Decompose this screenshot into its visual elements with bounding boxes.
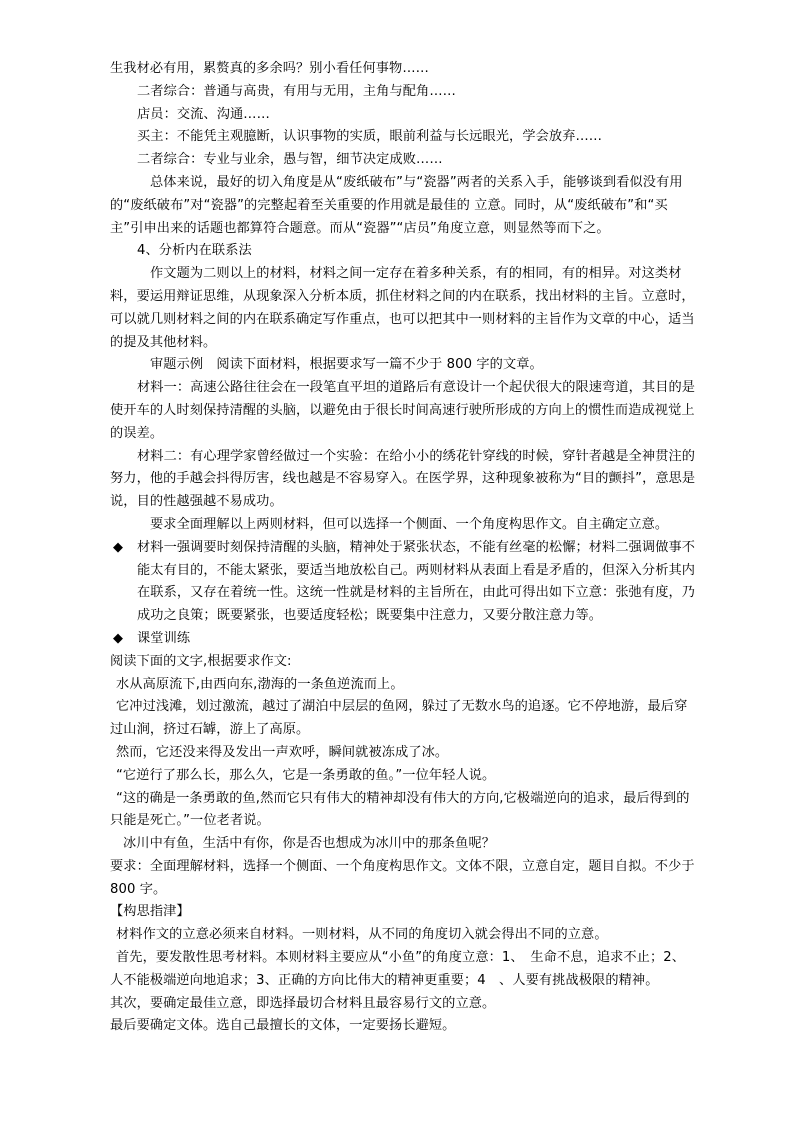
paragraph: 二者综合：普通与高贵，有用与无用，主角与配角…… — [137, 83, 456, 99]
bullet-paragraph — [110, 537, 696, 628]
bullet-text: 材料一强调要时刻保持清醒的头脑，精神处于紧张状态，不能有丝毫的松懈；材料二强调做事不能太有目的，不能太紧张，要适当地放松自己。两则材料从表面上看是矛盾的，但深入分析其内在联系，又存在着统一性。这统一性就是材料的主旨所在，由此可得出如下立意：张弛有度，乃成功之良策；既要紧张，也要适度轻松；既要集中注意力，又要分散注意力等。 — [137, 539, 696, 624]
bullet-heading — [110, 628, 696, 651]
paragraph: 首先，要发散性思考材料。本则材料主要应从“小鱼”的角度立意：1、 生命不息，追求不止；2、 人不能极端逆向地追求；3、正确的方向比伟大的精神更重要；4 、人要有挑战极限的精神。 — [110, 950, 692, 988]
paragraph: “它逆行了那么长，那么久，它是一条勇敢的鱼。”一位年轻人说。 — [116, 767, 496, 783]
paragraph: 作文题为二则以上的材料，材料之间一定存在着多种关系，有的相同，有的相异。对这类材料，要运用辩证思维，从现象深入分析本质，抓住材料之间的内在联系，找出材料的主旨。立意时，可以就几则材料之间的内在联系确定写作重点，也可以把其中一则材料的主旨作为文章的中心，适当的提及其他材料。 — [110, 266, 695, 350]
paragraph: 二者综合：专业与业余，愚与智，细节决定成败…… — [137, 152, 443, 168]
bullet-text: 课堂训练 — [137, 630, 191, 646]
paragraph: “这的确是一条勇敢的鱼,然而它只有伟大的精神却没有伟大的方向,它极端逆向的追求，最后得到的只能是死亡。”一位老者说。 — [110, 790, 690, 829]
paragraph: 店员：交流、沟通…… — [137, 106, 270, 122]
paragraph: 要求全面理解以上两则材料，但可以选择一个侧面、一个角度构思作文。自主确定立意。 — [150, 516, 669, 532]
paragraph: 冰川中有鱼，生活中有你，你是否也想成为冰川中的那条鱼呢？ — [123, 836, 496, 852]
paragraph: 要求：全面理解材料，选择一个侧面、一个角度构思作文。文体不限，立意自定，题目自拟。不少于 800 字。 — [110, 858, 695, 897]
paragraph: 水从高原流下,由西向东,渤海的一条鱼逆流而上。 — [116, 676, 404, 692]
paragraph: 买主：不能凭主观臆断，认识事物的实质，眼前利益与长远眼光，学会放弃…… — [137, 129, 603, 145]
document-page — [110, 58, 696, 1038]
paragraph: 材料二：有心理学家曾经做过一个实验：在给小小的绣花针穿线的时候，穿针者越是全神贯注的努力，他的手越会抖得厉害，线也越是不容易穿入。在医学界，这种现象被称为“目的颤抖”，意思是说，目的性越强越不易成功。 — [110, 448, 696, 510]
section-heading: 4、分析内在联系法 — [137, 243, 252, 259]
paragraph: 最后要确定文体。选自己最擅长的文体，一定要扬长避短。 — [110, 1018, 456, 1034]
section-heading: 【构思指津】 — [110, 904, 190, 920]
paragraph: 材料一：高速公路往往会在一段笔直平坦的道路后有意设计一个起伏很大的限速弯道，其目的是使开车的人时刻保持清醒的头脑，以避免由于很长时间高速行驶所形成的方向上的惯性而造成视觉上的误差。 — [110, 380, 696, 441]
paragraph: 阅读下面的文字,根据要求作文: — [110, 653, 292, 669]
example-heading: 审题示例 阅读下面材料，根据要求写一篇不少于 800 字的文章。 — [150, 357, 543, 373]
paragraph: 总体来说，最好的切入角度是从“废纸破布”与“瓷器”两者的关系入手，能够谈到看似没有用的“废纸破布”对“瓷器”的完整起着至关重要的作用就是最佳的 立意。同时，从“废纸破布”和“买主”引申出来的话题也都算符合题意。而从“瓷器”“店员”角度立意，则显然等而下之。 — [110, 174, 683, 236]
paragraph: 其次，要确定最佳立意，即选择最切合材料且最容易行文的立意。 — [110, 995, 496, 1011]
paragraph: 生我材必有用，累赘真的多余吗？别小看任何事物…… — [110, 61, 429, 76]
paragraph: 它冲过浅滩，划过激流，越过了湖泊中层层的鱼网，躲过了无数水鸟的追逐。它不停地游，最后穿过山涧，挤过石罅，游上了高原。 — [110, 699, 688, 738]
diamond-bullet-icon: ◆ — [112, 630, 124, 646]
paragraph: 然而，它还没来得及发出一声欢呼，瞬间就被冻成了冰。 — [116, 744, 449, 760]
diamond-bullet-icon: ◆ — [112, 539, 124, 555]
paragraph: 材料作文的立意必须来自材料。一则材料，从不同的角度切入就会得出不同的立意。 — [116, 927, 608, 943]
